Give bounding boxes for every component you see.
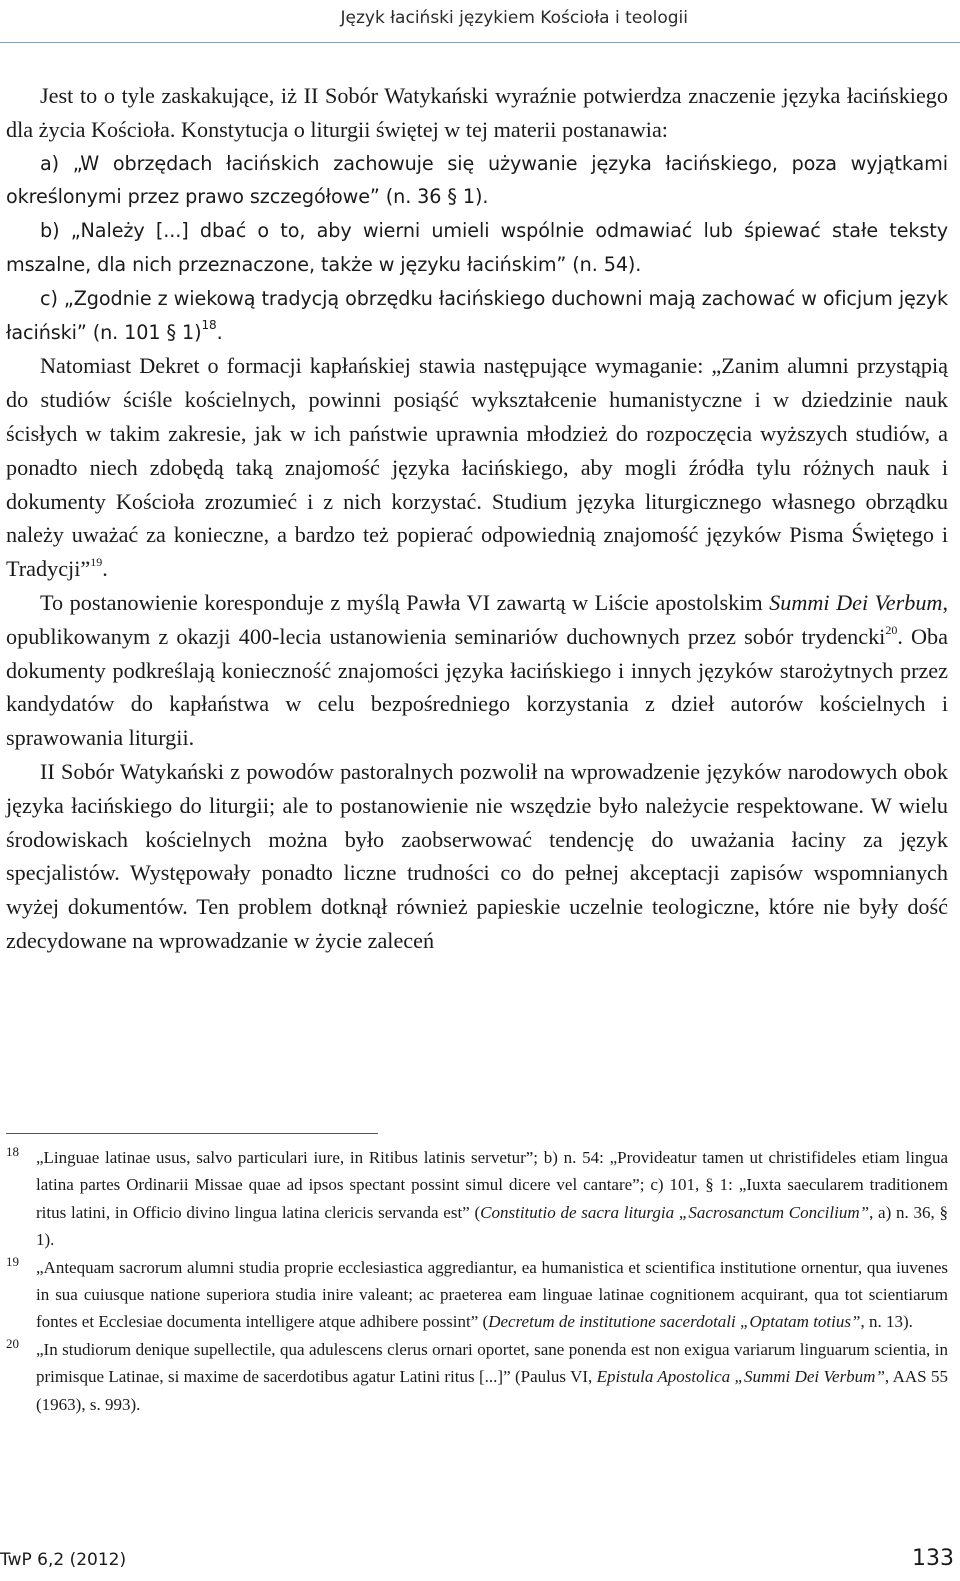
footnote-ref-19[interactable]: 19 bbox=[90, 555, 103, 570]
footnote-text-end: , a) n. 36, § 1). bbox=[36, 1202, 948, 1250]
footnote-text-end: , AAS 55 (1963), s. 993). bbox=[36, 1367, 948, 1414]
footnote-20 bbox=[6, 1336, 948, 1418]
footnote-separator bbox=[6, 1133, 378, 1134]
quote-item-c-text: c) „Zgodnie z wiekową tradycją obrzędku łacińskiego duchowni mają zachować w oficjum język łaciński” (n. 101 § 1) bbox=[6, 286, 948, 344]
footnotes-section bbox=[6, 1144, 948, 1418]
quote-item-a: a) „W obrzędach łacińskich zachowuje się używanie języka łacińskiego, poza wyjątkami określonymi przez prawo szczegółowe” (n. 36 § 1). bbox=[6, 151, 948, 209]
paragraph-decree bbox=[6, 349, 948, 586]
footnote-text: „Antequam sacrorum alumni studia proprie ecclesiastica aggrediantur, ea humanistica et scientifica institutione ornentur, qua iuvenes in sua cuiusque natione superiora studia inire valeant; ac praeterea eam linguae latinae cognitionem acquirant, qua tot scientiarum fontes et Ecclesiae documenta intelligere atque adhibere possint” ( bbox=[36, 1257, 948, 1332]
footnote-text: „Linguae latinae usus, salvo particulari iure, in Ritibus latinis servetur”; b) n. 54: „Provideatur tamen ut christifideles etiam lingua latina partes Ordinarii Missae quae ad ipsos spectant possint simul dicere vel cantare”; c) 101, § 1: „Iuxta saecularem traditionem ritus latini, in Officio divino lingua latina clericis servanda est” ( bbox=[36, 1148, 948, 1222]
main-text bbox=[6, 79, 948, 958]
page-number: 133 bbox=[912, 1546, 954, 1571]
paragraph-decree-end: . bbox=[102, 556, 108, 582]
footnote-ref-20[interactable]: 20 bbox=[885, 622, 898, 637]
running-title: Język łaciński językiem Kościoła i teologii bbox=[340, 8, 688, 28]
footnote-citation-italic: Epistula Apostolica „Summi Dei Verbum” bbox=[596, 1367, 885, 1387]
footnote-ref-18[interactable]: 18 bbox=[201, 317, 217, 332]
running-header bbox=[0, 0, 960, 43]
paragraph-paul-vi-end: . Oba dokumenty podkreślają konieczność znajomości języka łacińskiego i innych języków starożytnych przez kandydatów do kapłaństwa w celu bezpośredniego korzystania z dzieł autorów kościelnych i sprawowania liturgii. bbox=[6, 623, 948, 751]
paragraph-decree-text: Natomiast Dekret o formacji kapłańskiej stawia następujące wymaganie: „Zanim alumni przystąpią do studiów ściśle kościelnych, powinni posiąść wykształcenie humanistyczne i w dziedzinie nauk ścisłych w takim zakresie, jak w ich państwie uprawnia młodzież do rozpoczęcia wyższych studiów, a ponadto niech zdobędą taką znajomość języka łacińskiego, aby mogli źródła tylu różnych nauk i dokumenty Kościoła zrozumieć i z nich korzystać. Studium języka liturgicznego własnego obrządku należy uważać za konieczne, a bardzo też popierać odpowiednią znajomość języków Pisma Świętego i Tradycji” bbox=[6, 353, 948, 582]
footnote-18 bbox=[6, 1144, 948, 1254]
paragraph-council: II Sobór Watykański z powodów pastoralnych pozwolił na wprowadzenie języków narodowych obok języka łacińskiego do liturgii; ale to postanowienie nie wszędzie było należycie respektowane. W wielu środowiskach kościelnych można było zaobserwować tendencję do uważania łaciny za język specjalistów. Występowały ponadto liczne trudności co do pełnej akceptacji zapisów wspomnianych wyżej dokumentów. Ten problem dotknął również papieskie uczelnie teologiczne, które nie były dość zdecydowane na wprowadzanie w życie zaleceń bbox=[6, 758, 948, 953]
footnote-text-end: , n. 13). bbox=[860, 1312, 913, 1332]
quote-item-b: b) „Należy [...] dbać o to, aby wierni umieli wspólnie odmawiać lub śpiewać stałe teksty mszalne, dla nich przeznaczone, także w języku łacińskim” (n. 54). bbox=[6, 219, 948, 276]
footnote-text: „In studiorum denique supellectile, qua adulescens clerus ornari oportet, sane ponenda est non exigua variarum linguarum scientia, in primisque Latinae, si maxime de sacerdotibus agatur Latini ritus [...]” (Paulus VI, bbox=[36, 1339, 948, 1387]
footnote-number: 18 bbox=[6, 1144, 19, 1159]
document-title-italic: Summi Dei Verbum bbox=[769, 589, 943, 615]
journal-citation: TwP 6,2 (2012) bbox=[0, 1550, 127, 1570]
quote-item-c bbox=[6, 282, 948, 350]
paragraph-paul-vi bbox=[6, 586, 948, 755]
footnote-number: 20 bbox=[6, 1335, 19, 1351]
footnote-number: 19 bbox=[6, 1253, 19, 1269]
paragraph-paul-vi-start: To postanowienie koresponduje z myślą Pawła VI zawartą w Liście apostolskim bbox=[40, 589, 770, 615]
footnote-19 bbox=[6, 1254, 948, 1336]
quote-item-c-end: . bbox=[216, 320, 223, 344]
paragraph-intro: Jest to o tyle zaskakujące, iż II Sobór Watykański wyraźnie potwierdza znaczenie języka łacińskiego dla życia Kościoła. Konstytucja o liturgii świętej w tej materii postanawia: bbox=[6, 83, 948, 142]
footnote-citation-italic: Decretum de institutione sacerdotali „Optatam totius” bbox=[488, 1312, 861, 1332]
footnote-citation-italic: Constitutio de sacra liturgia „Sacrosanctum Concilium” bbox=[480, 1202, 870, 1222]
page-footer bbox=[0, 1546, 960, 1581]
paragraph-paul-vi-mid: , opublikowanym z okazji 400-lecia ustanowienia seminariów duchownych przez sobór trydencki bbox=[6, 589, 948, 649]
